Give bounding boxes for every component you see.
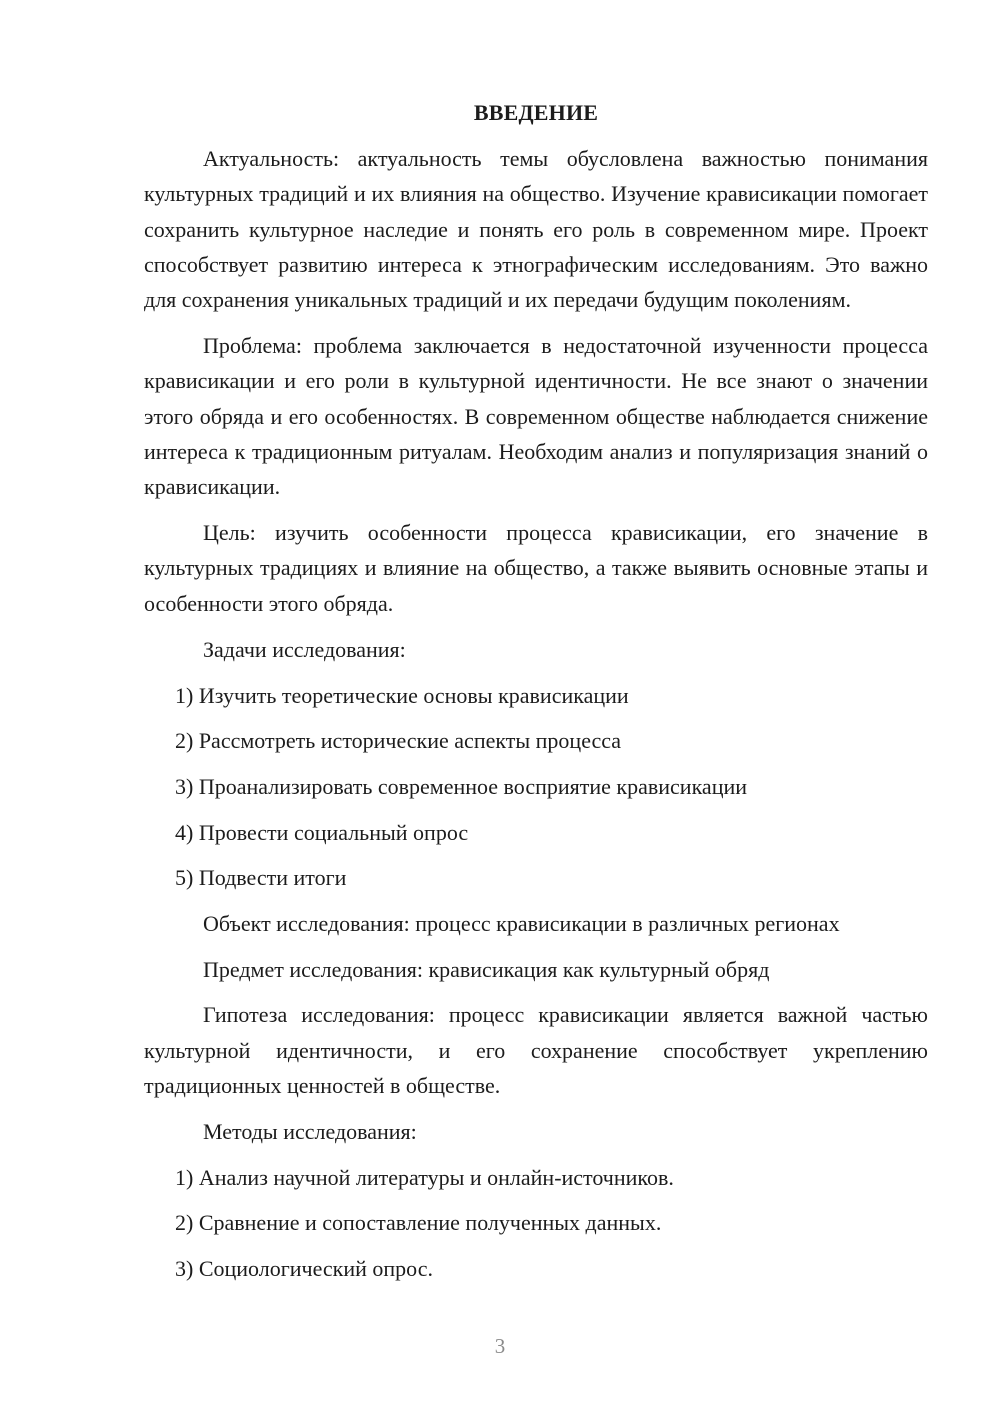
task-item: 2) Рассмотреть исторические аспекты процесса	[175, 728, 622, 754]
task-item: 4) Провести социальный опрос	[175, 819, 469, 845]
methods-title: Методы исследования:	[203, 1119, 417, 1145]
page-content	[144, 95, 928, 1297]
section-heading: ВВЕДЕНИЕ	[473, 100, 599, 125]
task-item: 3) Проанализировать современное восприятие крависикации	[175, 773, 748, 799]
method-item: 2) Сравнение и сопоставление полученных данных.	[175, 1210, 662, 1236]
object-line: Объект исследования: процесс крависикации в различных регионах	[203, 911, 840, 937]
page-number: 3	[494, 1334, 506, 1358]
hypothesis-paragraph: Гипотеза исследования: процесс крависикации является важной частью культурной идентичности, и его сохранение способствует укреплению традиционных ценностей в обществе.	[144, 1002, 928, 1098]
goal-paragraph: Цель: изучить особенности процесса крависикации, его значение в культурных традициях и влияние на общество, а также выявить основные этапы и особенности этого обряда.	[144, 520, 928, 616]
method-item: 1) Анализ научной литературы и онлайн-источников.	[175, 1164, 674, 1190]
relevance-paragraph: Актуальность: актуальность темы обусловлена важностью понимания культурных традиций и их влияния на общество. Изучение крависикации помогает сохранить культурное наследие и понять его роль в современном мире. Проект способствует развитию интереса к этнографическим исследованиям. Это важно для сохранения уникальных традиций и их передачи будущим поколениям.	[144, 146, 928, 313]
task-item: 5) Подвести итоги	[175, 865, 347, 891]
subject-line: Предмет исследования: крависикация как культурный обряд	[203, 956, 770, 982]
task-item: 1) Изучить теоретические основы крависикации	[175, 682, 629, 708]
tasks-title: Задачи исследования:	[203, 636, 406, 662]
problem-paragraph: Проблема: проблема заключается в недостаточной изученности процесса крависикации и его роли в культурной идентичности. Не все знают о значении этого обряда и его особенностях. В современном обществе наблюдается снижение интереса к традиционным ритуалам. Необходим анализ и популяризация знаний о крависикации.	[144, 333, 928, 500]
method-item: 3) Социологический опрос.	[175, 1256, 433, 1282]
